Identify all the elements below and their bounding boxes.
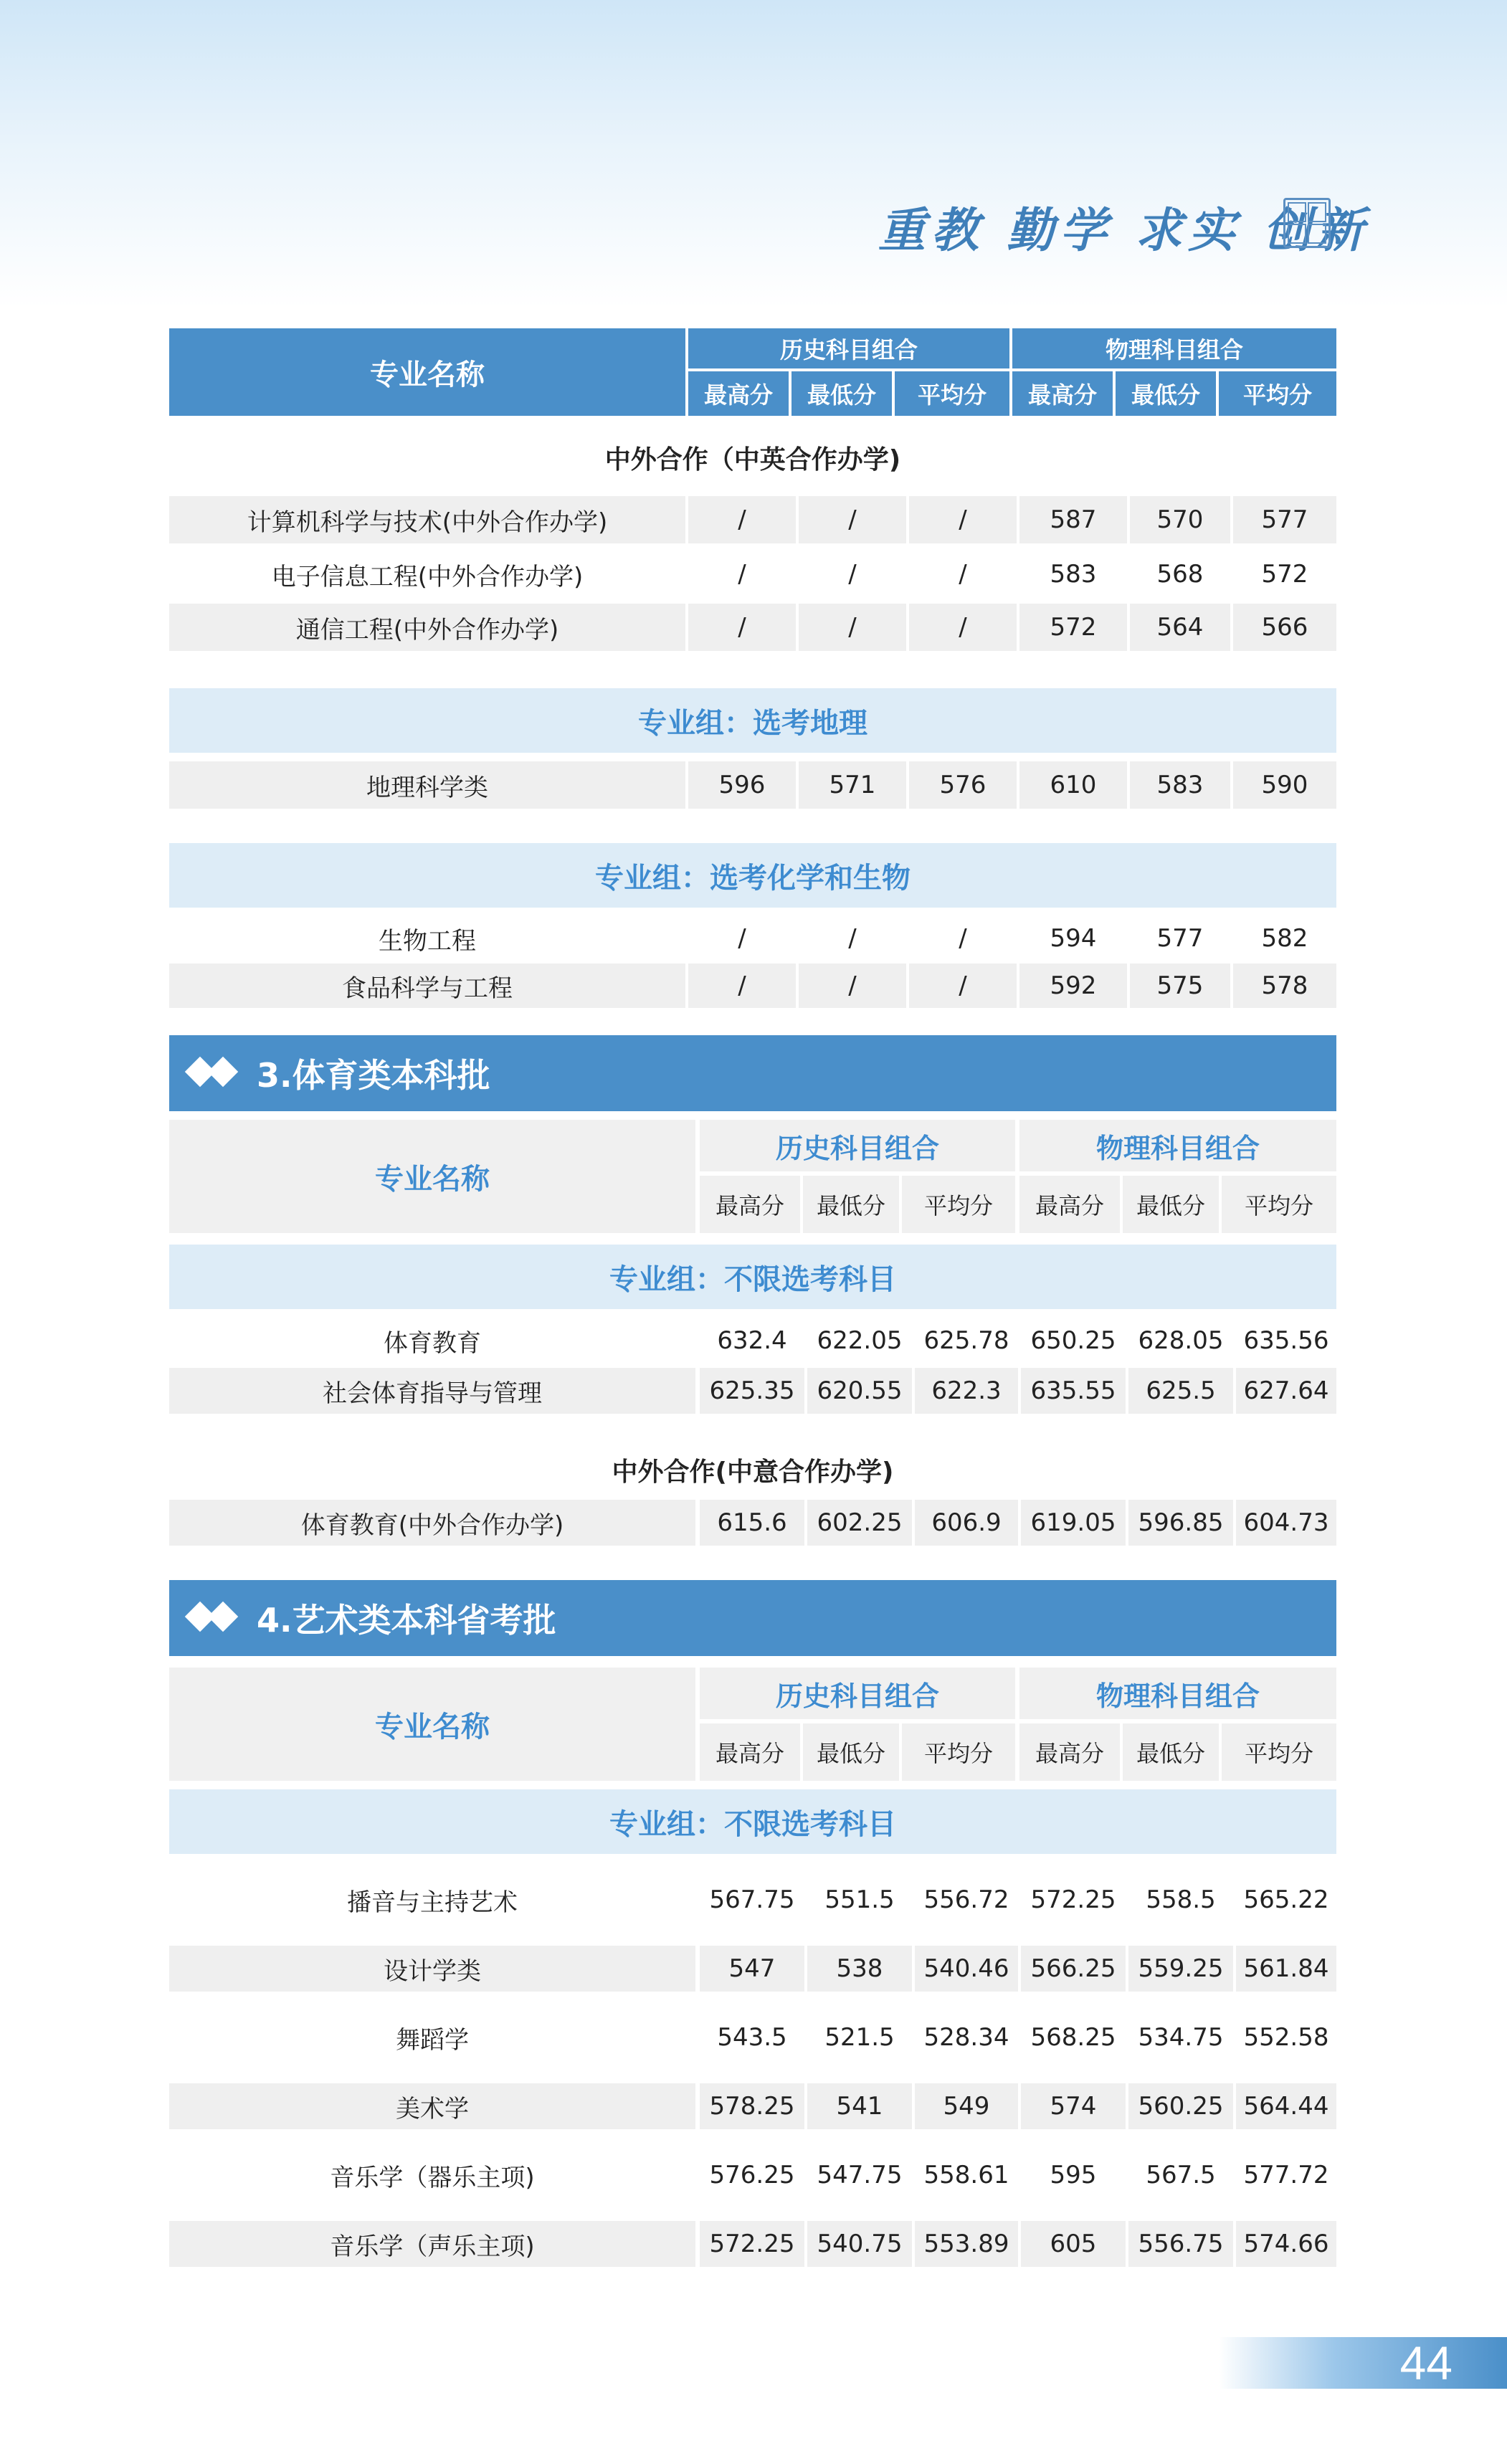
major-name: 播音与主持艺术 (347, 1888, 518, 1917)
header-max: 最高分 (1019, 1176, 1120, 1233)
score-cell: 559.25 (1128, 1946, 1233, 1992)
header-history-combo: 历史科目组合 (688, 328, 1009, 368)
top-gradient-background (0, 0, 1507, 308)
major-group-band: 专业组：不限选考科目 (169, 1789, 1336, 1854)
score-cell: 615.6 (700, 1500, 804, 1546)
header-max: 最高分 (1019, 1723, 1120, 1781)
score-cell: 596.85 (1128, 1500, 1233, 1546)
score-cell: 552.58 (1243, 2023, 1329, 2052)
score-cell: 576.25 (709, 2161, 795, 2189)
major-name: 通信工程(中外合作办学) (169, 604, 685, 651)
score-cell: / (909, 496, 1017, 543)
header-min: 最低分 (1116, 371, 1216, 416)
score-cell: 575 (1130, 964, 1230, 1008)
header-history-combo: 历史科目组合 (700, 1668, 1015, 1719)
table-row (169, 2221, 1336, 2267)
major-group-band: 专业组：选考化学和生物 (169, 843, 1336, 908)
score-cell: 558.61 (923, 2161, 1009, 2189)
major-name: 音乐学（声乐主项) (169, 2221, 695, 2267)
major-name: 生物工程 (379, 926, 476, 956)
score-cell: 620.55 (807, 1368, 912, 1414)
table-row (169, 1500, 1336, 1546)
table-block (169, 1500, 1336, 1546)
score-cell: / (909, 604, 1017, 651)
score-cell: / (799, 496, 906, 543)
header-min: 最低分 (1123, 1176, 1219, 1233)
table-row (169, 964, 1336, 1008)
score-cell: 556.75 (1128, 2221, 1233, 2267)
table-block (169, 496, 1336, 651)
header-physics-combo: 物理科目组合 (1019, 1120, 1336, 1171)
table-row (169, 1946, 1336, 1992)
score-cell: 592 (1019, 964, 1127, 1008)
table-row (169, 761, 1336, 809)
major-name: 音乐学（器乐主项) (330, 2163, 535, 2192)
score-cell: 578.25 (700, 2083, 804, 2129)
major-name: 美术学 (169, 2083, 695, 2129)
score-cell: 560.25 (1128, 2083, 1233, 2129)
score-cell: 540.46 (915, 1946, 1018, 1992)
header-max: 最高分 (700, 1723, 800, 1781)
score-cell: 528.34 (923, 2023, 1009, 2052)
score-cell: 549 (915, 2083, 1018, 2129)
header-max: 最高分 (700, 1176, 800, 1233)
score-cell: 574.66 (1236, 2221, 1336, 2267)
score-cell: 547 (700, 1946, 804, 1992)
score-cell: / (959, 560, 967, 589)
score-cell: 650.25 (1030, 1326, 1116, 1355)
score-cell: 622.3 (915, 1368, 1018, 1414)
score-cell: 583 (1050, 560, 1097, 589)
score-cell: 627.64 (1236, 1368, 1336, 1414)
score-cell: 566 (1233, 604, 1336, 651)
school-motto: 重教 勤学 求实 创新 (878, 202, 1369, 258)
score-cell: 556.72 (923, 1885, 1009, 1914)
score-cell: 628.05 (1138, 1326, 1224, 1355)
header-physics-combo: 物理科目组合 (1019, 1668, 1336, 1719)
table-row (169, 1877, 1336, 1923)
score-cell: / (848, 924, 857, 953)
score-cell: 541 (807, 2083, 912, 2129)
header-avg: 平均分 (1222, 1723, 1336, 1781)
major-name: 地理科学类 (169, 761, 685, 809)
score-cell: 576 (909, 761, 1017, 809)
header-major-name: 专业名称 (169, 1668, 695, 1781)
score-cell: 625.35 (700, 1368, 804, 1414)
table-row (169, 2152, 1336, 2198)
score-cell: / (909, 964, 1017, 1008)
score-cell: 561.84 (1236, 1946, 1336, 1992)
table-header (169, 1120, 1336, 1233)
score-cell: 578 (1233, 964, 1336, 1008)
score-cell: / (799, 604, 906, 651)
score-cell: 566.25 (1021, 1946, 1126, 1992)
coop-program-title: 中外合作（中英合作办学) (604, 444, 901, 475)
page-number: 44 (1399, 2336, 1453, 2389)
score-cell: 558.5 (1146, 1885, 1216, 1914)
score-cell: 572 (1261, 560, 1308, 589)
score-cell: 604.73 (1236, 1500, 1336, 1546)
header-avg: 平均分 (1222, 1176, 1336, 1233)
score-cell: 567.75 (709, 1885, 795, 1914)
score-cell: 551.5 (824, 1885, 895, 1914)
score-cell: 564.44 (1236, 2083, 1336, 2129)
seal-stamp-icon (1283, 198, 1331, 248)
score-cell: 590 (1233, 761, 1336, 809)
score-cell: / (688, 496, 796, 543)
table-row (169, 2083, 1336, 2129)
score-cell: 572.25 (1030, 1885, 1116, 1914)
header-major-name: 专业名称 (169, 328, 685, 416)
table-row (169, 1368, 1336, 1414)
score-cell: 595 (1050, 2161, 1097, 2189)
score-cell: 572.25 (700, 2221, 804, 2267)
score-cell: 553.89 (915, 2221, 1018, 2267)
table-row (169, 916, 1336, 961)
header-avg: 平均分 (895, 371, 1009, 416)
score-cell: 572 (1019, 604, 1127, 651)
score-cell: 543.5 (717, 2023, 787, 2052)
score-cell: 622.05 (817, 1326, 903, 1355)
major-name: 体育教育 (384, 1328, 481, 1358)
score-cell: 521.5 (824, 2023, 895, 2052)
header-min: 最低分 (1123, 1723, 1219, 1781)
section-title: 3.体育类本科批 (257, 1056, 490, 1095)
score-cell: / (738, 560, 746, 589)
major-name: 电子信息工程(中外合作办学) (271, 562, 584, 591)
score-cell: 583 (1130, 761, 1230, 809)
score-cell: 540.75 (807, 2221, 912, 2267)
table-row (169, 1318, 1336, 1364)
table-block (169, 1877, 1336, 2271)
header-history-combo: 历史科目组合 (700, 1120, 1015, 1171)
score-cell: 534.75 (1138, 2023, 1224, 2052)
section-title: 4.艺术类本科省考批 (257, 1601, 556, 1640)
score-cell: 594 (1050, 924, 1097, 953)
score-cell: 605 (1021, 2221, 1126, 2267)
table-header (169, 328, 1336, 416)
page-number-tab (1219, 2337, 1507, 2389)
score-cell: / (959, 924, 967, 953)
section-heading (169, 1580, 1336, 1656)
header-avg: 平均分 (1219, 371, 1336, 416)
header-min: 最低分 (803, 1176, 899, 1233)
diamond-bullet-icon (185, 1600, 247, 1636)
header-avg: 平均分 (902, 1723, 1015, 1781)
score-cell: 571 (799, 761, 906, 809)
header-avg: 平均分 (902, 1176, 1015, 1233)
header-max: 最高分 (1012, 371, 1113, 416)
score-cell: 574 (1021, 2083, 1126, 2129)
score-cell: 577.72 (1243, 2161, 1329, 2189)
score-cell: 635.56 (1243, 1326, 1329, 1355)
coop-program-title: 中外合作(中意合作办学) (612, 1457, 894, 1487)
score-cell: 568 (1156, 560, 1204, 589)
section-heading (169, 1035, 1336, 1111)
score-cell: 635.55 (1021, 1368, 1126, 1414)
score-cell: / (799, 964, 906, 1008)
major-name: 体育教育(中外合作办学) (169, 1500, 695, 1546)
major-group-band: 专业组：选考地理 (169, 688, 1336, 753)
table-row (169, 496, 1336, 543)
diamond-bullet-icon (185, 1055, 247, 1091)
table-header (169, 1668, 1336, 1781)
table-block (169, 761, 1336, 809)
score-cell: 577 (1156, 924, 1204, 953)
header-physics-combo: 物理科目组合 (1012, 328, 1336, 368)
score-cell: 570 (1130, 496, 1230, 543)
score-cell: / (738, 924, 746, 953)
score-cell: / (848, 560, 857, 589)
table-row (169, 2015, 1336, 2060)
major-name: 设计学类 (169, 1946, 695, 1992)
score-cell: / (688, 964, 796, 1008)
table-row (169, 604, 1336, 651)
table-block (169, 916, 1336, 1009)
score-cell: 625.5 (1128, 1368, 1233, 1414)
score-cell: 567.5 (1146, 2161, 1216, 2189)
table-row (169, 551, 1336, 598)
score-cell: 577 (1233, 496, 1336, 543)
score-cell: 547.75 (817, 2161, 903, 2189)
major-name: 食品科学与工程 (169, 964, 685, 1008)
header-max: 最高分 (688, 371, 789, 416)
score-cell: 538 (807, 1946, 912, 1992)
score-cell: 568.25 (1030, 2023, 1116, 2052)
score-cell: / (688, 604, 796, 651)
major-name: 舞蹈学 (396, 2025, 469, 2055)
major-name: 社会体育指导与管理 (169, 1368, 695, 1414)
score-cell: 582 (1261, 924, 1308, 953)
score-cell: 619.05 (1021, 1500, 1126, 1546)
major-group-band: 专业组：不限选考科目 (169, 1245, 1336, 1309)
header-min: 最低分 (791, 371, 892, 416)
score-cell: 602.25 (807, 1500, 912, 1546)
header-min: 最低分 (803, 1723, 899, 1781)
score-cell: 587 (1019, 496, 1127, 543)
score-cell: 564 (1130, 604, 1230, 651)
major-name: 计算机科学与技术(中外合作办学) (169, 496, 685, 543)
table-block (169, 1318, 1336, 1414)
header-major-name: 专业名称 (169, 1120, 695, 1233)
score-cell: 625.78 (923, 1326, 1009, 1355)
score-cell: 606.9 (915, 1500, 1018, 1546)
score-cell: 565.22 (1243, 1885, 1329, 1914)
score-cell: 596 (688, 761, 796, 809)
score-cell: 610 (1019, 761, 1127, 809)
score-cell: 632.4 (717, 1326, 787, 1355)
